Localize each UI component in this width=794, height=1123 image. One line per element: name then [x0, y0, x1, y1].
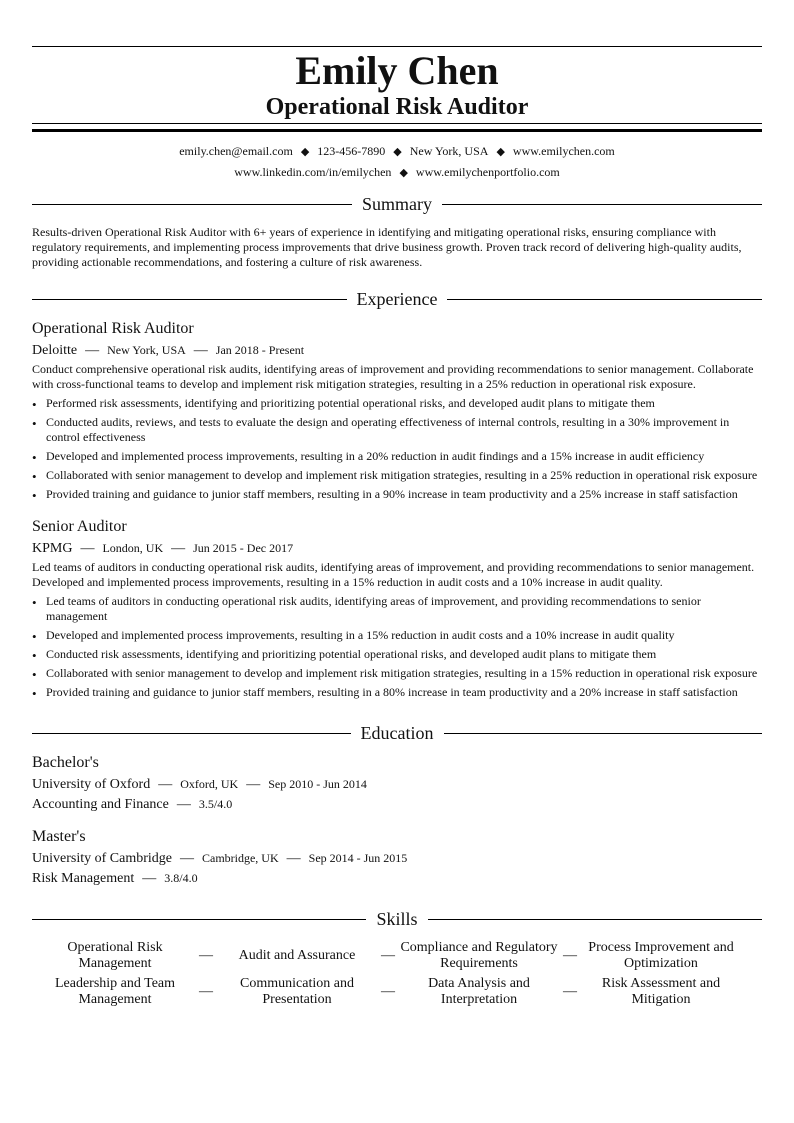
- education-heading: [32, 721, 762, 745]
- diamond-separator-icon: ◆: [399, 167, 408, 179]
- skill-item: Communication and Presentation: [240, 976, 354, 1007]
- school: University of Oxford: [32, 777, 151, 792]
- skills-heading: [32, 907, 762, 931]
- company: KPMG: [32, 541, 73, 556]
- diamond-separator-icon: ◆: [393, 146, 402, 158]
- field-of-study: Risk Management: [32, 871, 135, 886]
- summary-heading: [32, 192, 762, 216]
- school-line: [32, 849, 407, 868]
- dash: —: [142, 871, 157, 886]
- company: Deloitte: [32, 343, 78, 358]
- phone-text: 123-456-7890: [317, 144, 386, 158]
- school: University of Cambridge: [32, 851, 172, 866]
- dash: —: [563, 984, 577, 999]
- dash: —: [158, 777, 173, 792]
- skill-item: Audit and Assurance: [238, 948, 356, 963]
- skill-item: Risk Assessment and Mitigation: [601, 976, 721, 1007]
- list-item: • Performed risk assessments, identifying and prioritizing potential operational risks, and developed audit plans to mitigate them: [32, 396, 762, 411]
- diamond-separator-icon: ◆: [496, 146, 505, 158]
- location-text: New York, USA: [409, 144, 489, 158]
- school-dates: Sep 2010 - Jun 2014: [268, 777, 367, 791]
- dash: —: [286, 851, 301, 866]
- skill-item: Process Improvement and Optimization: [588, 940, 734, 971]
- skills-grid: [32, 938, 762, 1010]
- dash: —: [193, 343, 208, 358]
- candidate-name: Emily Chen: [295, 48, 499, 93]
- skill-item: Data Analysis and Interpretation: [428, 976, 530, 1007]
- section-title: Education: [360, 723, 434, 743]
- section-title: Summary: [362, 194, 432, 214]
- dash: —: [176, 797, 191, 812]
- summary-text: Results-driven Operational Risk Auditor with 6+ years of experience in identifying and mitigating operational risks, ensuring compliance with regulatory requirements, and implementing process improvements that drive business growth. Proven track record of delivering high-quality audits, providing actionable recommendations, and fostering a culture of risk awareness.: [32, 225, 742, 269]
- dash: —: [381, 948, 395, 963]
- top-rule: [32, 46, 762, 47]
- list-item: • Developed and implemented process improvements, resulting in a 15% reduction in audit costs and a 10% increase in audit quality: [32, 628, 762, 643]
- job-bullets: [32, 396, 762, 506]
- gpa: 3.5/4.0: [198, 797, 233, 811]
- list-item: • Collaborated with senior management to develop and implement risk mitigation strategies, resulting in a 25% reduction in operational risk exposure: [32, 468, 762, 483]
- dash: —: [199, 984, 213, 999]
- job-description: Led teams of auditors in conducting operational risk audits, identifying areas of improvement, and providing recommendations to senior management. Developed and implemented process improvements, resulting in a 15% reduction in audit costs and a 10% increase in audit quality.: [32, 560, 755, 589]
- job-title: Operational Risk Auditor: [32, 320, 194, 337]
- header-rule-thick: [32, 129, 762, 132]
- degree: Bachelor's: [32, 754, 99, 771]
- list-item: • Conducted audits, reviews, and tests to evaluate the design and operating effectiveness of internal controls, resulting in a 30% improvement in control effectiveness: [32, 415, 762, 445]
- job-bullets: [32, 594, 762, 704]
- skill-item: Operational Risk Management: [67, 940, 163, 971]
- job-location: London, UK: [102, 541, 164, 555]
- school-dates: Sep 2014 - Jun 2015: [308, 851, 408, 865]
- gpa: 3.8/4.0: [164, 871, 198, 885]
- list-item: • Collaborated with senior management to develop and implement risk mitigation strategies, resulting in a 15% reduction in operational risk exposure: [32, 666, 762, 681]
- degree: Master's: [32, 828, 86, 845]
- website-link[interactable]: www.emilychen.com: [512, 144, 615, 158]
- skills-row: [32, 938, 762, 974]
- list-item: • Led teams of auditors in conducting operational risk audits, identifying areas of improvement, and providing recommendations to senior management: [32, 594, 762, 624]
- portfolio-link[interactable]: www.emilychenportfolio.com: [415, 165, 560, 179]
- dash: —: [80, 541, 95, 556]
- experience-heading: [32, 287, 762, 311]
- dash: —: [179, 851, 194, 866]
- job-description: Conduct comprehensive operational risk audits, identifying areas of improvement and providing recommendations to senior management. Collaborate with cross-functional teams to develop and implement risk mitigation strategies, resulting in a 25% reduction in operational risk exposure.: [32, 362, 754, 391]
- job-location: New York, USA: [107, 343, 186, 357]
- dash: —: [199, 948, 213, 963]
- email-link[interactable]: emily.chen@email.com: [179, 144, 293, 158]
- list-item: • Developed and implemented process improvements, resulting in a 20% reduction in audit findings and a 15% increase in audit efficiency: [32, 449, 762, 464]
- header-rule-thin: [32, 123, 762, 124]
- skills-row: [32, 974, 762, 1010]
- field-of-study: Accounting and Finance: [32, 797, 169, 812]
- dash: —: [381, 984, 395, 999]
- dash: —: [85, 343, 100, 358]
- contact-line-1: [32, 143, 762, 160]
- section-title: Skills: [376, 909, 418, 929]
- field-line: [32, 869, 198, 888]
- job-dates: Jan 2018 - Present: [215, 343, 305, 357]
- dash: —: [246, 777, 261, 792]
- linkedin-link[interactable]: www.linkedin.com/in/emilychen: [234, 165, 392, 179]
- job-meta: [32, 341, 304, 360]
- contact-line-2: [32, 164, 762, 181]
- diamond-separator-icon: ◆: [300, 146, 310, 158]
- candidate-title: Operational Risk Auditor: [265, 94, 529, 120]
- skill-item: Compliance and Regulatory Requirements: [400, 940, 558, 971]
- field-line: [32, 795, 232, 814]
- list-item: • Provided training and guidance to junior staff members, resulting in a 90% increase in team productivity and a 25% increase in staff satisfaction: [32, 487, 762, 502]
- school-location: Oxford, UK: [180, 777, 239, 791]
- job-meta: [32, 539, 293, 558]
- job-dates: Jun 2015 - Dec 2017: [193, 541, 294, 555]
- dash: —: [563, 948, 577, 963]
- list-item: • Conducted risk assessments, identifying and prioritizing potential operational risks, and developed audit plans to mitigate them: [32, 647, 762, 662]
- list-item: • Provided training and guidance to junior staff members, resulting in a 80% increase in team productivity and a 20% increase in staff satisfaction: [32, 685, 762, 700]
- section-title: Experience: [356, 289, 438, 309]
- school-line: [32, 775, 367, 794]
- skill-item: Leadership and Team Management: [54, 976, 176, 1007]
- dash: —: [171, 541, 186, 556]
- school-location: Cambridge, UK: [201, 851, 279, 865]
- job-title: Senior Auditor: [32, 518, 127, 535]
